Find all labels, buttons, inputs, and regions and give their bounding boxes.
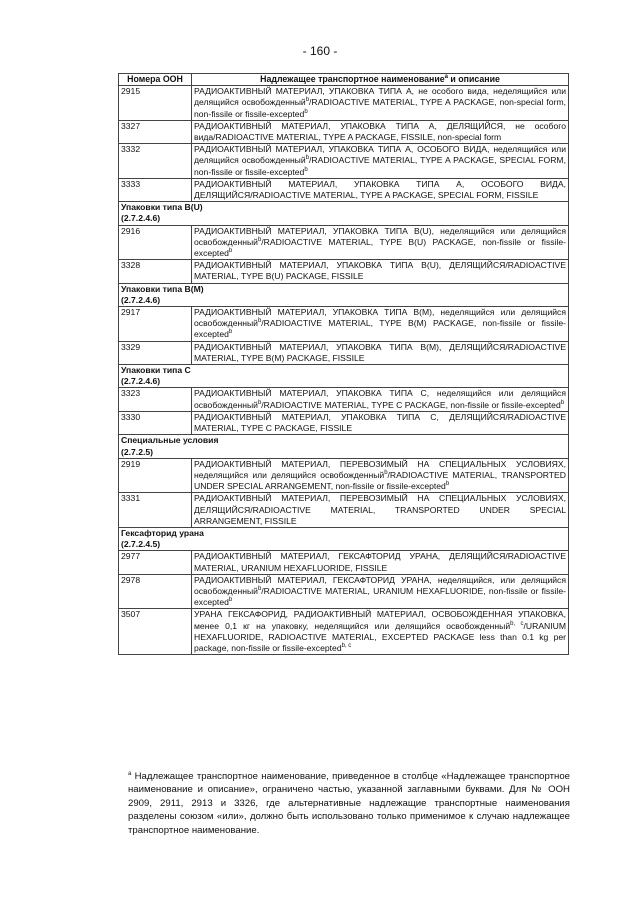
shipping-name-cell: РАДИОАКТИВНЫЙ МАТЕРИАЛ, УПАКОВКА ТИПА B(U), ДЕЛЯЩИЙСЯ/RADIOACTIVE MATERIAL, TYPE B(U) PACKAGE, FISSILE xyxy=(192,260,569,283)
shipping-name-cell: РАДИОАКТИВНЫЙ МАТЕРИАЛ, ГЕКСАФТОРИД УРАНА, ДЕЛЯЩИЙСЯ/RADIOACTIVE MATERIAL, URANIUM HEXAFLUORIDE, FISSILE xyxy=(192,551,569,574)
table-row xyxy=(119,341,569,364)
table-body xyxy=(119,86,569,655)
un-number-cell: 3323 xyxy=(119,388,192,411)
group-title xyxy=(119,527,569,550)
un-number-cell: 2916 xyxy=(119,225,192,260)
un-number-cell: 3330 xyxy=(119,411,192,434)
group-title xyxy=(119,202,569,225)
group-header-row xyxy=(119,283,569,306)
table-row xyxy=(119,493,569,528)
un-number-cell: 3329 xyxy=(119,341,192,364)
un-number-cell: 3331 xyxy=(119,493,192,528)
footnote-text: Надлежащее транспортное наименование, приведенное в столбце «Надлежащее транспортное наименование и описание», ограничено частью, указанной заглавными буквами. Для № ООН 2909, 2911, 2913 и 3326, где альтернативные надлежащие транспортные наименования разделены союзом «или», должно быть использовано только применимое к случаю надлежащее транспортное наименование. xyxy=(128,771,570,836)
un-number-cell: 3333 xyxy=(119,178,192,201)
page-number: - 160 - xyxy=(302,44,338,58)
header-un-number: Номера ООН xyxy=(119,74,192,86)
table-row xyxy=(119,120,569,143)
shipping-name-cell: РАДИОАКТИВНЫЙ МАТЕРИАЛ, УПАКОВКА ТИПА B(U), неделящийся или делящийся освобожденный$^b$/RADIOACTIVE MATERIAL, TYPE B(U) PACKAGE, non-fissile or fissile-excepted$^b$ xyxy=(192,225,569,260)
un-number-cell: 2917 xyxy=(119,307,192,342)
group-title xyxy=(119,435,569,458)
shipping-name-cell: УРАНА ГЕКСАФОРИД, РАДИОАКТИВНЫЙ МАТЕРИАЛ, ОСВОБОЖДЕННАЯ УПАКОВКА, менее 0,1 кг на упаковку, неделящийся или делящийся освобожденный$^{b, c}$/URANIUM HEXAFLUORIDE, RADIOACTIVE MATERIAL, EXCEPTED PACKAGE less than 0.1 kg per package, non-fissile or fissile-excepted$^{b, c}$ xyxy=(192,609,569,655)
un-number-cell: 2919 xyxy=(119,458,192,493)
table-row xyxy=(119,411,569,434)
group-header-row xyxy=(119,527,569,550)
table-row xyxy=(119,178,569,201)
group-title-text: Упаковки типа C xyxy=(121,365,191,376)
footnote-marker: a xyxy=(128,770,132,777)
group-title-text: Специальные условия xyxy=(121,435,219,446)
un-number-cell: 2915 xyxy=(119,86,192,121)
group-title-text: Гексафторид урана xyxy=(121,527,204,538)
table-row xyxy=(119,574,569,609)
un-numbers-table xyxy=(118,73,569,655)
group-ref: (2.7.2.5) xyxy=(121,446,154,457)
table-row xyxy=(119,551,569,574)
shipping-name-cell: РАДИОАКТИВНЫЙ МАТЕРИАЛ, ПЕРЕВОЗИМЫЙ НА СПЕЦИАЛЬНЫХ УСЛОВИЯХ, неделящийся или делящийся освобожденный$^b$/RADIOACTIVE MATERIAL, TRANSPORTED UNDER SPECIAL ARRANGEMENT, non-fissile or fissile-excepted$^b$ xyxy=(192,458,569,493)
shipping-name-cell: РАДИОАКТИВНЫЙ МАТЕРИАЛ, УПАКОВКА ТИПА B(M), ДЕЛЯЩИЙСЯ/RADIOACTIVE MATERIAL, TYPE B(M) PACKAGE, FISSILE xyxy=(192,341,569,364)
group-ref: (2.7.2.4.6) xyxy=(121,213,161,224)
group-header-row xyxy=(119,365,569,388)
footnote xyxy=(128,770,570,837)
table-header-row xyxy=(119,74,569,86)
table-row xyxy=(119,609,569,655)
shipping-name-cell: РАДИОАКТИВНЫЙ МАТЕРИАЛ, УПАКОВКА ТИПА B(M), неделящийся или делящийся освобожденный$^b$/RADIOACTIVE MATERIAL, TYPE B(M) PACKAGE, non-fissile or fissile-excepted$^b$ xyxy=(192,307,569,342)
table-row xyxy=(119,260,569,283)
table-row xyxy=(119,86,569,121)
table-row xyxy=(119,388,569,411)
table-row xyxy=(119,144,569,179)
group-title-text: Упаковки типа B(U) xyxy=(121,202,203,213)
un-number-cell: 3328 xyxy=(119,260,192,283)
group-header-row xyxy=(119,202,569,225)
un-number-cell: 3327 xyxy=(119,120,192,143)
shipping-name-cell: РАДИОАКТИВНЫЙ МАТЕРИАЛ, УПАКОВКА ТИПА A, не особого вида, неделящийся или делящийся освобожденный$^b$/RADIOACTIVE MATERIAL, TYPE A PACKAGE, non-special form, non-fissile or fissile-excepted$^b$ xyxy=(192,86,569,121)
header-shipping-name: Надлежащее транспортное наименование$^a$ и описание xyxy=(192,74,569,86)
shipping-name-cell: РАДИОАКТИВНЫЙ МАТЕРИАЛ, УПАКОВКА ТИПА C, неделящийся или делящийся освобожденный$^b$/RADIOACTIVE MATERIAL, TYPE C PACKAGE, non-fissile or fissile-excepted$^b$ xyxy=(192,388,569,411)
un-number-cell: 3507 xyxy=(119,609,192,655)
shipping-name-cell: РАДИОАКТИВНЫЙ МАТЕРИАЛ, ПЕРЕВОЗИМЫЙ НА СПЕЦИАЛЬНЫХ УСЛОВИЯХ, ДЕЛЯЩИЙСЯ/RADIOACTIVE MATERIAL, TRANSPORTED UNDER SPECIAL ARRANGEMENT, FISSILE xyxy=(192,493,569,528)
group-title xyxy=(119,365,569,388)
shipping-name-cell: РАДИОАКТИВНЫЙ МАТЕРИАЛ, УПАКОВКА ТИПА A, ОСОБОГО ВИДА, неделящийся или делящийся освобожденный$^b$/RADIOACTIVE MATERIAL, TYPE A PACKAGE, SPECIAL FORM, non-fissile or fissile-excepted$^b$ xyxy=(192,144,569,179)
group-title-text: Упаковки типа B(M) xyxy=(121,283,204,294)
shipping-name-cell: РАДИОАКТИВНЫЙ МАТЕРИАЛ, ГЕКСАФТОРИД УРАНА, неделящийся, или делящийся освобожденный$^b$/RADIOACTIVE MATERIAL, URANIUM HEXAFLUORIDE, non-fissile or fissile-excepted$^b$ xyxy=(192,574,569,609)
shipping-name-cell: РАДИОАКТИВНЫЙ МАТЕРИАЛ, УПАКОВКА ТИПА C, ДЕЛЯЩИЙСЯ/RADIOACTIVE MATERIAL, TYPE C PACKAGE, FISSILE xyxy=(192,411,569,434)
un-number-cell: 2978 xyxy=(119,574,192,609)
un-number-cell: 3332 xyxy=(119,144,192,179)
group-ref: (2.7.2.4.5) xyxy=(121,539,161,550)
un-number-cell: 2977 xyxy=(119,551,192,574)
shipping-name-cell: РАДИОАКТИВНЫЙ МАТЕРИАЛ, УПАКОВКА ТИПА A, ДЕЛЯЩИЙСЯ, не особого вида/RADIOACTIVE MATERIAL, TYPE A PACKAGE, FISSILE, non-special form xyxy=(192,120,569,143)
shipping-name-cell: РАДИОАКТИВНЫЙ МАТЕРИАЛ, УПАКОВКА ТИПА A, ОСОБОГО ВИДА, ДЕЛЯЩИЙСЯ/RADIOACTIVE MATERIAL, TYPE A PACKAGE, SPECIAL FORM, FISSILE xyxy=(192,178,569,201)
table-row xyxy=(119,225,569,260)
group-title xyxy=(119,283,569,306)
group-ref: (2.7.2.4.6) xyxy=(121,376,161,387)
group-header-row xyxy=(119,435,569,458)
group-ref: (2.7.2.4.6) xyxy=(121,294,161,305)
table-row xyxy=(119,307,569,342)
table-row xyxy=(119,458,569,493)
